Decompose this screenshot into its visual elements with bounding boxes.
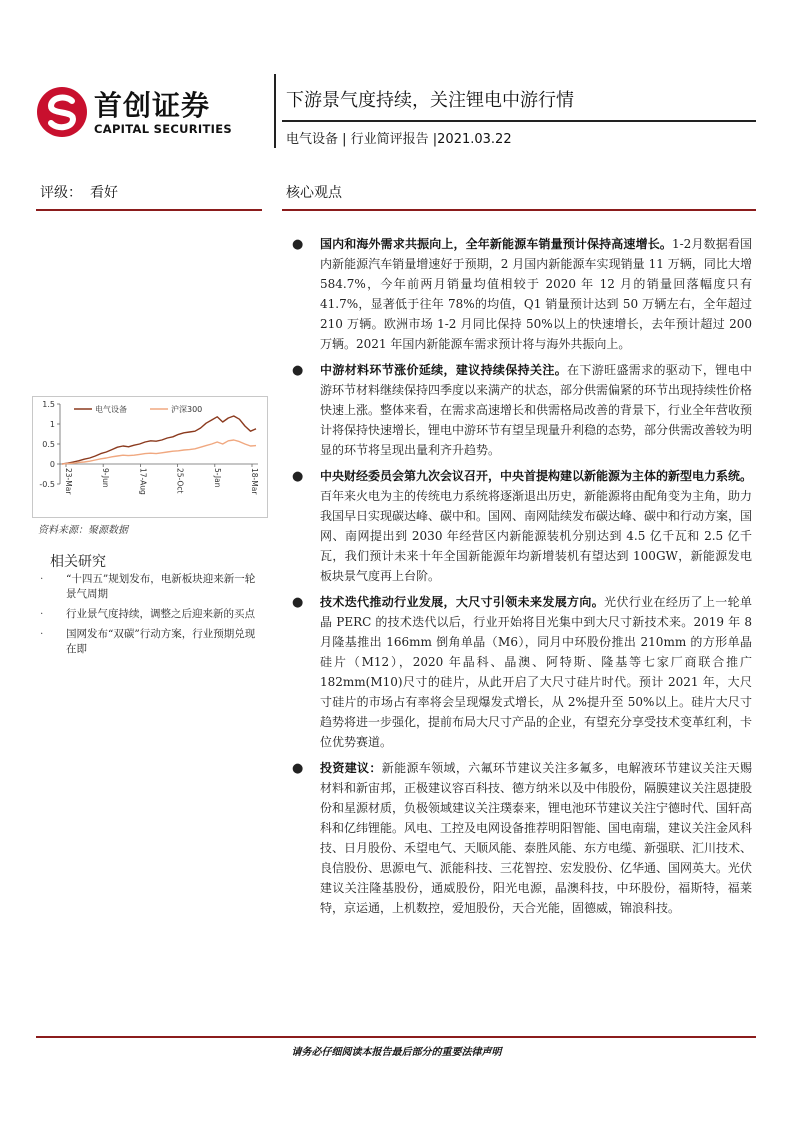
- header-divider: [274, 74, 276, 148]
- report-title: 下游景气度持续，关注锂电中游行情: [286, 90, 574, 111]
- core-bullet: [290, 758, 752, 918]
- header-rule: [282, 120, 756, 122]
- related-research-title: 相关研究: [50, 554, 106, 570]
- bullet-text: 1-2月数据看国内新能源汽车销量增速好于预期，2 月国内新能源车实现销量 11 万辆，同比大增 584.7%，今年前两月销量均值相较于 2020 年 12 月的销量回落幅度只有 41.7%，显著低于往年 78%的均值，Q1 销量预计达到 50 万辆左右，全年超过 210 万辆。欧洲市场 1-2 月同比保持 50%以上的快速增长，去年预计超过 200 万辆。2021 年国内新能源车需求预计将与海外共振向上。: [320, 237, 752, 351]
- legend-label: 沪深300: [171, 405, 203, 414]
- related-item[interactable]: [40, 627, 262, 657]
- brand-name-cn: 首创证券: [94, 89, 211, 122]
- x-tick-label: 9-Jun: [101, 468, 111, 488]
- bullet-dot-icon: ·: [40, 628, 44, 640]
- y-tick-label: 0.5: [42, 440, 55, 449]
- bullet-lead: 技术迭代推动行业发展，大尺寸引领未来发展方向。: [320, 595, 605, 609]
- bullet-dot-icon: ●: [292, 595, 304, 610]
- bullet-lead: 投资建议：: [320, 761, 382, 775]
- x-tick-label: 17-Aug: [138, 468, 148, 495]
- series-line-csi300: [62, 440, 256, 464]
- rating: [40, 182, 118, 202]
- bullet-dot-icon: ·: [40, 573, 44, 585]
- rating-value: 看好: [90, 185, 118, 201]
- bullet-dot-icon: ●: [292, 469, 304, 484]
- x-tick-label: 23-Mar: [64, 468, 73, 495]
- y-tick-label: 1.5: [42, 400, 55, 409]
- chart-source: 资料来源：聚源数据: [38, 525, 128, 536]
- core-bullet: [290, 234, 752, 354]
- core-bullet: [290, 466, 752, 586]
- bullet-text: 百年来火电为主的传统电力系统将逐渐退出历史，新能源将由配角变为主角，助力我国早日实现碳达峰、碳中和。国网、南网陆续发布碳达峰、碳中和行动方案，国网、南网提出到 2030 年经营区内新能源装机分别达到 4.5 亿千瓦和 2.5 亿千瓦，我们预计未来十年全国新能源年均新增装机有望达到 100GW，新能源发电板块景气度再上台阶。: [320, 489, 753, 583]
- performance-chart: [32, 396, 268, 518]
- bullet-dot-icon: ●: [292, 363, 304, 378]
- bullet-text: 光伏行业在经历了上一轮单晶 PERC 的技术迭代以后，行业开始将目光集中到大尺寸新技术来。2019 年 8 月隆基推出 166mm 倒角单晶（M6），同月中环股份推出 210mm 的方形单晶硅片（M12），2020 年晶科、晶澳、阿特斯、隆基等七家厂商联合推广 182mm(M10)尺寸的硅片，从此开启了大尺寸硅片时代。预计 2021 年，大尺寸硅片的市场占有率将会呈现爆发式增长，从 2%提升至 50%以上。硅片大尺寸趋势将进一步强化，提前布局大尺寸产品的企业，有望充分享受技术变革红利，卡位优势赛道。: [320, 595, 753, 749]
- capital-securities-logo-icon: [36, 86, 88, 138]
- bullet-lead: 中央财经委员会第九次会议召开，中央首提构建以新能源为主体的新型电力系统。: [320, 469, 753, 483]
- core-bullet: [290, 592, 752, 752]
- core-views-title: 核心观点: [286, 185, 342, 201]
- left-rule: [36, 209, 262, 211]
- rating-label: 评级：: [40, 185, 82, 201]
- related-item-text: 国网发布“双碳”行动方案，行业预期兑现在即: [66, 628, 256, 655]
- bullet-lead: 中游材料环节涨价延续，建议持续保持关注。: [320, 363, 568, 377]
- legal-disclaimer: 请务必仔细阅读本报告最后部分的重要法律声明: [291, 1047, 502, 1058]
- related-item[interactable]: [40, 607, 262, 622]
- brand-name-en: CAPITAL SECURITIES: [94, 122, 232, 136]
- bullet-dot-icon: ●: [292, 761, 304, 776]
- y-tick-label: -0.5: [39, 480, 55, 489]
- bullet-lead: 国内和海外需求共振向上，全年新能源车销量预计保持高速增长。: [320, 237, 672, 251]
- related-research-list: [40, 572, 262, 662]
- legend-label: 电气设备: [95, 405, 127, 414]
- x-tick-label: 18-Mar: [250, 468, 259, 495]
- bullet-dot-icon: ●: [292, 237, 304, 252]
- footer-rule: [36, 1036, 756, 1038]
- bullet-text: 在下游旺盛需求的驱动下，锂电中游环节材料继续保持四季度以来满产的状态，部分供需偏紧的环节出现持续性价格快速上涨。整体来看，在需求高速增长和供需格局改善的背景下，行业全年营收预计将保持快速增长，锂电中游环节有望呈现量升利稳的态势，部分供需改善较为明显的环节将呈现出量利齐升趋势。: [320, 363, 753, 457]
- series-line-electrical-equipment: [62, 416, 256, 464]
- y-tick-label: 0: [49, 460, 55, 469]
- core-bullet: [290, 360, 752, 460]
- x-tick-label: 25-Oct: [175, 468, 185, 494]
- x-tick-label: 5-Jan: [212, 468, 222, 488]
- core-views-body: [290, 234, 752, 924]
- report-meta: 电气设备 | 行业简评报告 |2021.03.22: [286, 132, 512, 147]
- related-item-text: 行业景气度持续，调整之后迎来新的买点: [66, 608, 255, 620]
- chart-frame: [33, 397, 268, 518]
- related-item-text: “十四五”规划发布，电新板块迎来新一轮景气周期: [66, 573, 256, 600]
- bullet-dot-icon: ·: [40, 608, 44, 620]
- bullet-text: 新能源车领域，六氟环节建议关注多氟多，电解液环节建议关注天赐材料和新宙邦，正极建议容百科技、德方纳米以及中伟股份，隔膜建议关注恩捷股份和星源材质，负极领域建议关注璞泰来，锂电池环节建议关注宁德时代、国轩高科和亿纬锂能。风电、工控及电网设备推荐明阳智能、国电南瑞，建议关注金风科技、日月股份、禾望电气、天顺风能、泰胜风能、东方电缆、新强联、汇川技术、良信股份、思源电气、派能科技、三花智控、宏发股份、亿华通、国网英大。光伏建议关注隆基股份，通威股份，阳光电源，晶澳科技，中环股份，福斯特，福莱特，京运通，上机数控，爱旭股份，天合光能，固德威，锦浪科技。: [320, 761, 753, 915]
- right-rule: [282, 209, 756, 211]
- y-tick-label: 1: [49, 420, 55, 429]
- related-item[interactable]: [40, 572, 262, 602]
